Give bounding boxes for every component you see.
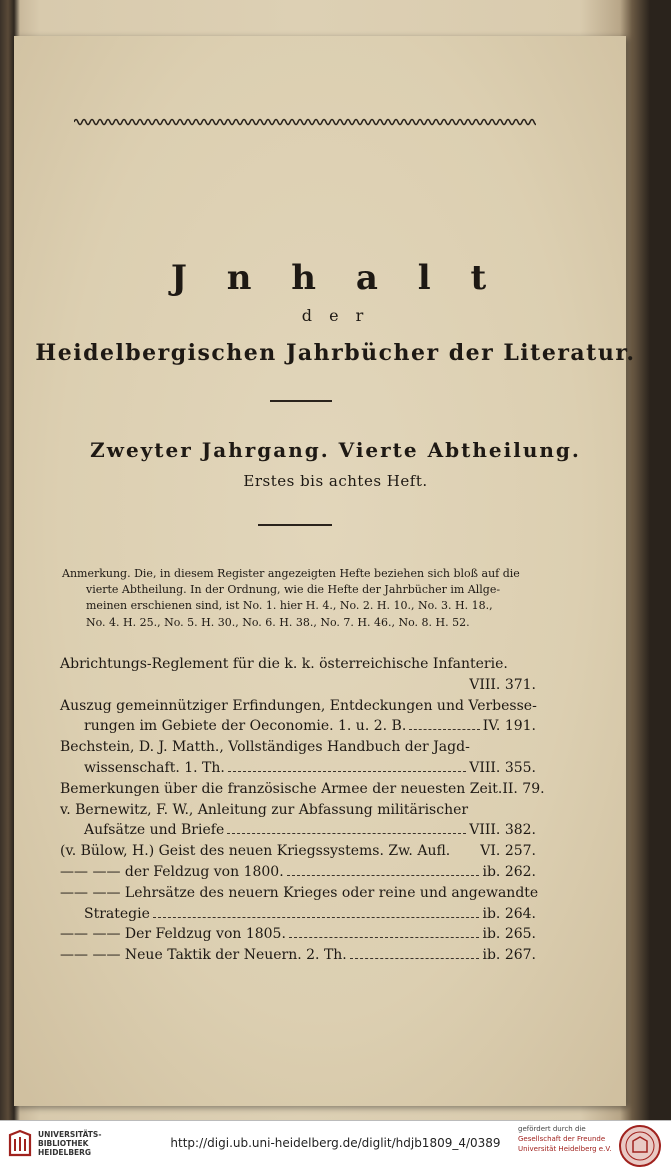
volume-heading: Zweyter Jahrgang. Vierte Abtheilung. (90, 438, 581, 462)
title-der: d e r (301, 306, 370, 325)
index-entry (60, 883, 539, 925)
entry-text: rungen im Gebiete der Oeconomie. 1. u. 2. B. (84, 718, 407, 735)
entry-text: v. Bernewitz, F. W., Anleitung zur Abfassung militärischer (60, 801, 469, 818)
entry-reference: VIII. 382. (469, 822, 536, 839)
viewer-footer (0, 1120, 671, 1170)
note-paragraph (62, 566, 538, 631)
entry-text: Abrichtungs-Reglement für die k. k. österreichische Infanterie. (60, 656, 508, 672)
note-line: vierte Abtheilung. In der Ordnung, wie die Hefte der Jahrbücher im Allge- (86, 583, 501, 597)
page-title: J n h a l t (170, 258, 501, 298)
entry-reference: ib. 264. (482, 905, 536, 922)
index-entry (60, 779, 545, 800)
entry-text: Bemerkungen über die französische Armee der neuesten Zeit. (60, 780, 503, 797)
index-entry (60, 737, 536, 779)
journal-title: Heidelbergischen Jahrbücher der Literatur. (35, 340, 636, 366)
note-line: Anmerkung. Die, in diesem Register angezeigten Hefte beziehen sich bloß auf die (62, 567, 520, 580)
entry-reference: ib. 265. (482, 926, 536, 943)
index-entry (60, 800, 536, 842)
index-entry (60, 696, 536, 738)
index-entry (60, 862, 536, 883)
entry-text: Auszug gemeinnütziger Erfindungen, Entdeckungen und Verbesse- (60, 697, 537, 714)
entry-text: Strategie (84, 905, 150, 922)
entry-text: Bechstein, D. J. Matth., Vollständiges Handbuch der Jagd- (60, 739, 470, 756)
divider-rule (258, 524, 332, 526)
divider-rule (270, 400, 332, 402)
note-line: meinen erschienen sind, ist No. 1. hier H. 4., No. 2. H. 10., No. 3. H. 18., (86, 599, 493, 613)
entry-text: —— —— Neue Taktik der Neuern. 2. Th. (60, 947, 347, 964)
university-seal-icon (618, 1124, 662, 1168)
entry-text: wissenschaft. 1. Th. (84, 759, 225, 776)
entry-reference: IV. 191. (482, 718, 536, 735)
index-entry (60, 654, 536, 696)
entry-text: Aufsätze und Briefe (84, 822, 225, 839)
note-line: No. 4. H. 25., No. 5. H. 30., No. 6. H. 38., No. 7. H. 46., No. 8. H. 52. (86, 615, 470, 629)
library-name: UNIVERSITÄTS- BIBLIOTHEK HEIDELBERG (38, 1129, 102, 1157)
decorative-border-ornament (74, 116, 536, 128)
index-entry (60, 924, 536, 945)
issue-subheading: Erstes bis achtes Heft. (243, 472, 428, 490)
entry-reference: VIII. 355. (469, 759, 536, 776)
entry-reference: VIII. 371. (469, 676, 536, 693)
index-entry (60, 841, 536, 862)
entry-reference: II. 79. (502, 780, 545, 797)
index-entry (60, 945, 536, 966)
entry-reference: ib. 267. (482, 947, 536, 964)
document-url-link[interactable]: http://digi.ub.uni-heidelberg.de/diglit/hdjb1809_4/0389 (170, 1136, 501, 1150)
entry-reference: VI. 257. (480, 843, 536, 860)
index-entries (60, 654, 545, 966)
entry-text: —— —— Lehrsätze des neuern Krieges oder reine und angewandte (60, 884, 539, 901)
entry-reference: ib. 262. (482, 863, 536, 880)
entry-text: —— —— Der Feldzug von 1805. (60, 926, 286, 943)
sponsor-text: gefördert durch die Gesellschaft der Freunde Universität Heidelberg e.V. (518, 1125, 612, 1153)
entry-text: (v. Bülow, H.) Geist des neuen Kriegssystems. Zw. Aufl. (60, 843, 451, 860)
entry-text: —— —— der Feldzug von 1800. (60, 863, 284, 880)
